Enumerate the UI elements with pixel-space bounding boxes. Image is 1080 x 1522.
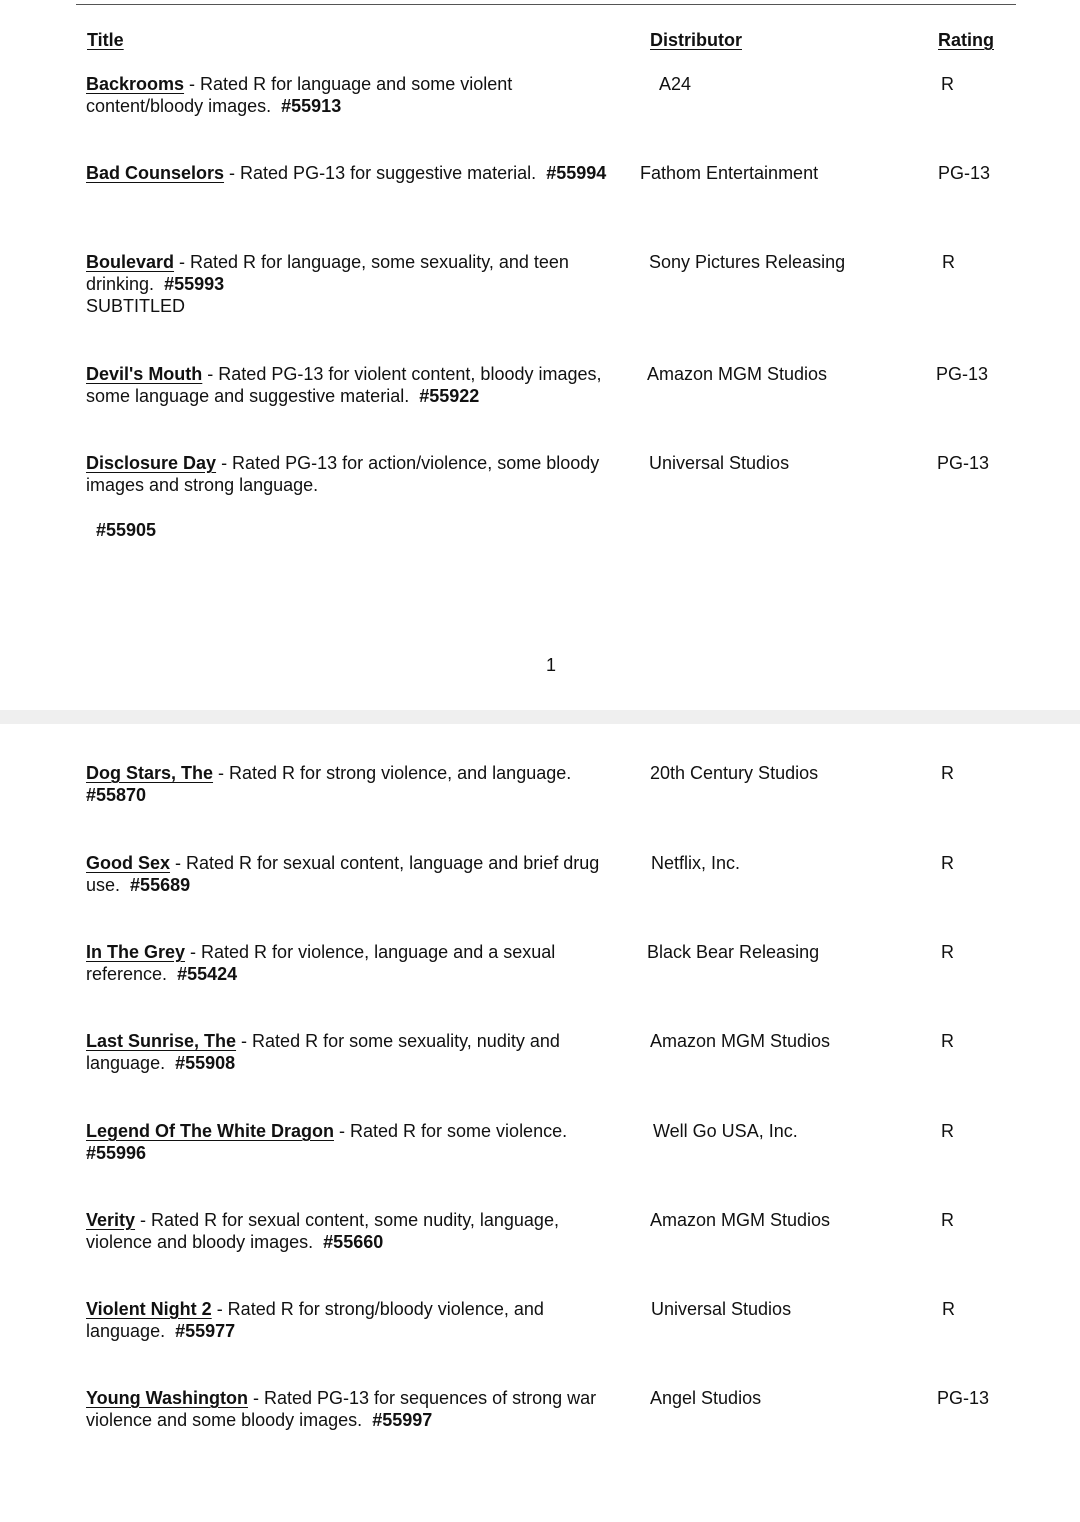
film-distributor: Netflix, Inc. <box>651 853 741 873</box>
film-rating: PG-13 <box>937 453 990 473</box>
rating-reason: - Rated PG-13 for suggestive material. <box>224 163 537 183</box>
certificate-number: #55997 <box>372 1410 433 1430</box>
rating-reason: - Rated R for strong violence, and language. <box>213 763 572 783</box>
film-distributor: Universal Studios <box>649 453 790 473</box>
film-title[interactable]: Young Washington <box>86 1388 248 1408</box>
film-rating: R <box>941 942 954 962</box>
film-distributor: Well Go USA, Inc. <box>653 1121 798 1141</box>
film-title[interactable]: Backrooms <box>86 74 185 94</box>
certificate-number: #55994 <box>546 163 607 183</box>
film-title[interactable]: Boulevard <box>86 252 175 272</box>
film-distributor: Amazon MGM Studios <box>650 1031 831 1051</box>
page-1 <box>0 0 1080 710</box>
film-description <box>86 852 626 896</box>
film-description <box>86 251 626 317</box>
rating-reason: - Rated R for violence, language and a sexual reference. <box>86 942 556 984</box>
film-description <box>86 1120 646 1164</box>
film-rating: R <box>941 1031 954 1051</box>
rating-reason: - Rated R for some sexuality, nudity and language. <box>86 1031 560 1073</box>
film-distributor: A24 <box>659 74 692 94</box>
certificate-number: #55660 <box>323 1232 384 1252</box>
column-header-rating: Rating <box>938 30 994 50</box>
film-distributor: Fathom Entertainment <box>640 163 819 183</box>
subtitled-note: SUBTITLED <box>86 296 186 316</box>
film-distributor: Angel Studios <box>650 1388 762 1408</box>
film-rating: R <box>942 1299 955 1319</box>
film-description <box>86 73 626 117</box>
film-title[interactable]: Devil's Mouth <box>86 364 203 384</box>
film-rating: R <box>941 763 954 783</box>
rating-reason: - Rated PG-13 for sequences of strong war violence and some bloody images. <box>86 1388 597 1430</box>
film-distributor: Sony Pictures Releasing <box>649 252 846 272</box>
film-distributor: Amazon MGM Studios <box>650 1210 831 1230</box>
film-title[interactable]: Dog Stars, The <box>86 763 214 783</box>
page-2 <box>0 724 1080 1522</box>
certificate-number: #55993 <box>164 274 225 294</box>
film-description <box>86 1209 626 1253</box>
page-separator <box>0 710 1080 724</box>
certificate-number: #55913 <box>281 96 342 116</box>
rating-reason: - Rated R for strong/bloody violence, and language. <box>86 1299 544 1341</box>
film-description <box>86 162 626 184</box>
rating-reason: - Rated PG-13 for action/violence, some bloody images and strong language. <box>86 453 600 495</box>
film-description <box>86 1030 626 1074</box>
certificate-number: #55424 <box>177 964 238 984</box>
certificate-number: #55870 <box>86 785 147 805</box>
film-rating: R <box>941 1210 954 1230</box>
rating-reason: - Rated R for sexual content, some nudity, language, violence and bloody images. <box>86 1210 559 1252</box>
column-header-distributor: Distributor <box>650 30 742 50</box>
certificate-number: #55977 <box>175 1321 236 1341</box>
film-rating: R <box>941 74 954 94</box>
film-rating: R <box>941 853 954 873</box>
film-title[interactable]: Last Sunrise, The <box>86 1031 237 1051</box>
certificate-number: #55689 <box>130 875 191 895</box>
column-header-title: Title <box>87 30 124 50</box>
film-rating: R <box>942 252 955 272</box>
film-description <box>86 1387 626 1431</box>
film-rating: R <box>941 1121 954 1141</box>
rating-reason: - Rated R for sexual content, language and brief drug use. <box>86 853 600 895</box>
rating-reason: - Rated R for language, some sexuality, and teen drinking. <box>86 252 569 294</box>
film-title[interactable]: Verity <box>86 1210 136 1230</box>
film-description <box>86 762 626 806</box>
film-title[interactable]: Violent Night 2 <box>86 1299 212 1319</box>
film-rating: PG-13 <box>937 1388 990 1408</box>
certificate-number: #55908 <box>175 1053 236 1073</box>
film-title[interactable]: Disclosure Day <box>86 453 217 473</box>
film-distributor: Universal Studios <box>651 1299 792 1319</box>
film-title[interactable]: Bad Counselors <box>86 163 225 183</box>
film-description <box>86 452 626 496</box>
certificate-number: #55996 <box>86 1143 147 1163</box>
film-distributor: Black Bear Releasing <box>647 942 820 962</box>
rating-reason: - Rated R for language and some violent content/bloody images. <box>86 74 513 116</box>
certificate-number: #55922 <box>419 386 480 406</box>
film-rating: PG-13 <box>936 364 989 384</box>
page-number: 1 <box>546 655 557 675</box>
film-rating: PG-13 <box>938 163 991 183</box>
rating-reason: - Rated R for some violence. <box>334 1121 568 1141</box>
film-title[interactable]: Good Sex <box>86 853 171 873</box>
film-title[interactable]: In The Grey <box>86 942 186 962</box>
film-description <box>86 941 626 985</box>
film-description <box>86 1298 626 1342</box>
film-distributor: Amazon MGM Studios <box>647 364 828 384</box>
film-title[interactable]: Legend Of The White Dragon <box>86 1121 334 1141</box>
top-rule <box>76 4 1016 5</box>
certificate-number: #55905 <box>96 520 157 540</box>
rating-reason: - Rated PG-13 for violent content, bloody images, some language and suggestive material. <box>86 364 602 406</box>
film-distributor: 20th Century Studios <box>650 763 819 783</box>
film-description <box>86 363 626 407</box>
